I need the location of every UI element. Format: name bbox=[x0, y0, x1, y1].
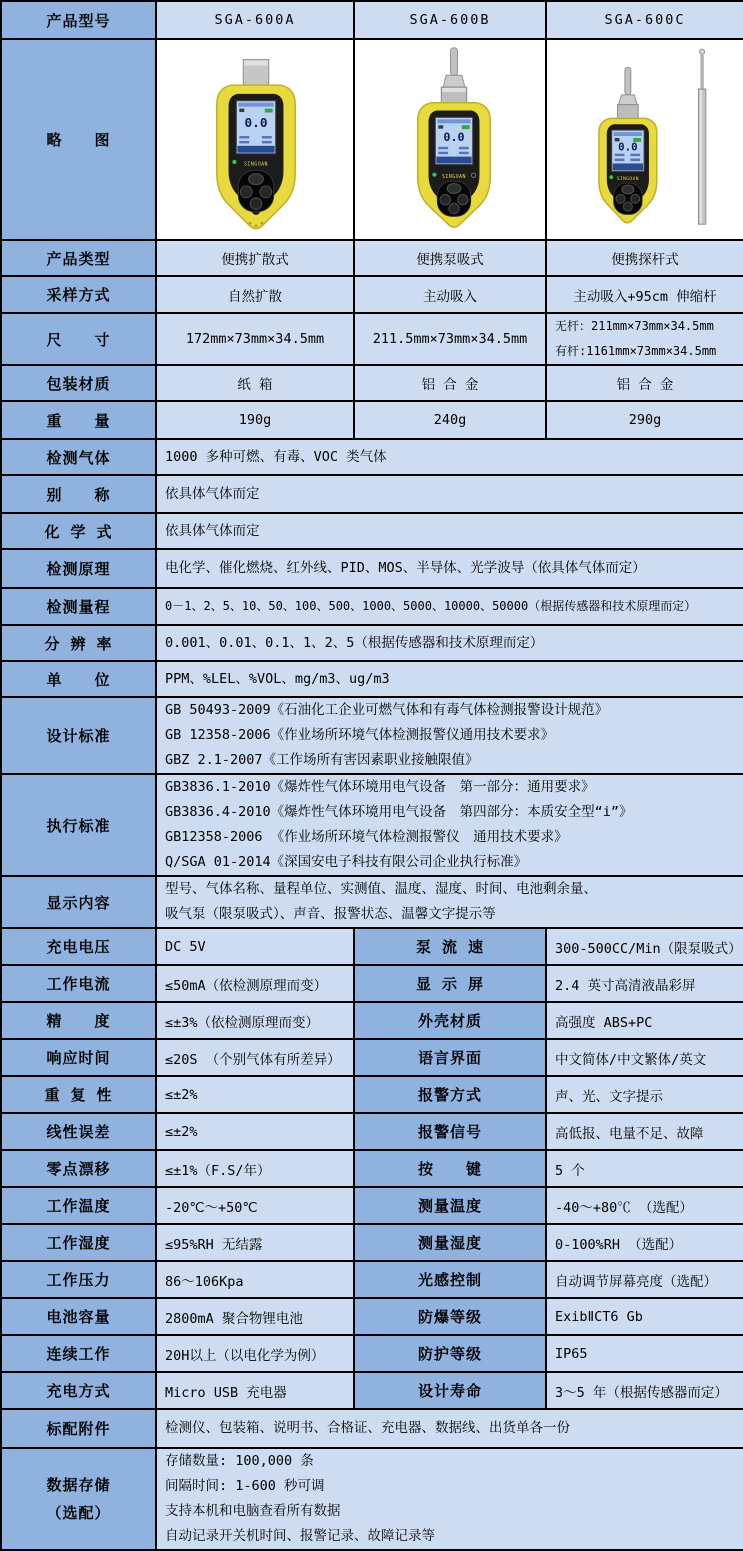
row-value: 172mm×73mm×34.5mm bbox=[156, 313, 354, 365]
text-line: 0.001、0.01、0.1、1、2、5（根据传感器和技术原理而定） bbox=[165, 634, 544, 651]
row-label: 工作压力 bbox=[1, 1261, 156, 1298]
text-line: 吸气泵（限泵吸式）、声音、报警状态、温馨文字提示等 bbox=[165, 906, 496, 922]
spec-row-data-storage bbox=[1, 1448, 743, 1550]
row-value: ≤20S （个别气体有所差异） bbox=[156, 1039, 354, 1076]
row-value: DC 5V bbox=[156, 928, 354, 965]
row-value: 主动吸入 bbox=[354, 276, 546, 313]
row-label: 泵 流 速 bbox=[354, 928, 546, 965]
device-screen-reading: 0.0 bbox=[618, 140, 638, 154]
spec-row-packaging bbox=[1, 365, 743, 401]
spec-row-detect-gases bbox=[1, 439, 743, 475]
spec-row-sketch bbox=[1, 39, 743, 240]
text-line: GBZ 2.1-2007《工作场所有害因素职业接触限值》 bbox=[165, 752, 479, 768]
device-brand-text: SINGOAN bbox=[616, 177, 639, 183]
row-value bbox=[156, 588, 743, 625]
row-label: 别 称 bbox=[1, 475, 156, 513]
spec-row-work-pressure-light-control bbox=[1, 1261, 743, 1298]
row-value: ≤95%RH 无结露 bbox=[156, 1224, 354, 1261]
row-label: 按 键 bbox=[354, 1150, 546, 1187]
gas-detector-illustration bbox=[157, 40, 354, 235]
row-label: 工作温度 bbox=[1, 1187, 156, 1224]
row-label: 工作电流 bbox=[1, 965, 156, 1002]
row-label: 标配附件 bbox=[1, 1409, 156, 1448]
row-value: 自然扩散 bbox=[156, 276, 354, 313]
row-label: 电池容量 bbox=[1, 1298, 156, 1335]
row-label: 充电电压 bbox=[1, 928, 156, 965]
text-line: 依具体气体而定 bbox=[165, 522, 260, 539]
spec-row-chemical-formula bbox=[1, 513, 743, 549]
row-value: 2800mA 聚合物锂电池 bbox=[156, 1298, 354, 1335]
row-value: 190g bbox=[156, 401, 354, 439]
row-label: 产品型号 bbox=[1, 1, 156, 39]
row-label: 光感控制 bbox=[354, 1261, 546, 1298]
spec-row-detect-range bbox=[1, 588, 743, 625]
row-label: 语言界面 bbox=[354, 1039, 546, 1076]
gas-detector-probe-rod-sketch bbox=[546, 39, 743, 240]
spec-row-resolution bbox=[1, 625, 743, 661]
row-value: 便携扩散式 bbox=[156, 240, 354, 276]
text-line: 0－1、2、5、10、50、100、500、1000、5000、10000、50000（根据传感器和技术原理而定） bbox=[165, 599, 697, 613]
spec-row-product-type bbox=[1, 240, 743, 276]
spec-row-charging-method-design-life bbox=[1, 1372, 743, 1409]
row-value bbox=[156, 876, 743, 928]
spec-row-dimensions bbox=[1, 313, 743, 365]
row-value bbox=[156, 513, 743, 549]
row-label: 报警信号 bbox=[354, 1113, 546, 1150]
row-label: 充电方式 bbox=[1, 1372, 156, 1409]
row-label: 产品类型 bbox=[1, 240, 156, 276]
spec-row-charge-voltage-pump-flow bbox=[1, 928, 743, 965]
spec-row-detect-principle bbox=[1, 549, 743, 588]
device-screen-reading: 0.0 bbox=[443, 129, 465, 144]
row-value: ≤±3%（依检测原理而变） bbox=[156, 1002, 354, 1039]
row-label: 采样方式 bbox=[1, 276, 156, 313]
spec-row-response-time-language bbox=[1, 1039, 743, 1076]
row-label: 外壳材质 bbox=[354, 1002, 546, 1039]
row-value: 主动吸入+95cm 伸缩杆 bbox=[546, 276, 743, 313]
text-line: 依具体气体而定 bbox=[165, 485, 260, 502]
device-screen-reading: 0.0 bbox=[244, 116, 268, 132]
row-value bbox=[156, 697, 743, 774]
text-line: 无杆：211mm×73mm×34.5mm bbox=[555, 319, 714, 333]
text-line: 电化学、催化燃烧、红外线、PID、MOS、半导体、光学波导（依具体气体而定） bbox=[165, 560, 646, 576]
spec-row-continuous-work-protection bbox=[1, 1335, 743, 1372]
spec-row-battery-explosion-proof bbox=[1, 1298, 743, 1335]
row-value: 声、光、文字提示 bbox=[546, 1076, 743, 1113]
row-value: 5 个 bbox=[546, 1150, 743, 1187]
spec-row-accessories bbox=[1, 1409, 743, 1448]
spec-row-alias bbox=[1, 475, 743, 513]
row-value: ≤50mA（依检测原理而变） bbox=[156, 965, 354, 1002]
row-value bbox=[156, 475, 743, 513]
row-value: 中文简体/中文繁体/英文 bbox=[546, 1039, 743, 1076]
spec-row-repeatability-alarm-mode bbox=[1, 1076, 743, 1113]
row-value: 高强度 ABS+PC bbox=[546, 1002, 743, 1039]
spec-row-display-content bbox=[1, 876, 743, 928]
spec-row-weight bbox=[1, 401, 743, 439]
row-label: 单 位 bbox=[1, 661, 156, 697]
row-label: 线性误差 bbox=[1, 1113, 156, 1150]
row-value: 300-500CC/Min（限泵吸式） bbox=[546, 928, 743, 965]
row-value: 自动调节屏幕亮度（选配） bbox=[546, 1261, 743, 1298]
row-value: 便携泵吸式 bbox=[354, 240, 546, 276]
model-name: SGA-600B bbox=[354, 1, 546, 39]
spec-row-execution-standard bbox=[1, 774, 743, 876]
row-value bbox=[156, 1448, 743, 1550]
device-brand-text: SINGOAN bbox=[442, 174, 466, 181]
text-line: GB3836.1-2010《爆炸性气体环境用电气设备 第一部分：通用要求》 bbox=[165, 779, 595, 795]
spec-row-unit bbox=[1, 661, 743, 697]
row-label: 测量湿度 bbox=[354, 1224, 546, 1261]
gas-detector-illustration bbox=[547, 40, 743, 235]
spec-row-zero-drift-keys bbox=[1, 1150, 743, 1187]
row-value: 铝 合 金 bbox=[354, 365, 546, 401]
row-value bbox=[156, 625, 743, 661]
row-label: 防爆等级 bbox=[354, 1298, 546, 1335]
row-value: -40～+80℃ （选配） bbox=[546, 1187, 743, 1224]
text-line: 自动记录开关机时间、报警记录、故障记录等 bbox=[165, 1528, 435, 1544]
spec-row-linearity-alarm-signal bbox=[1, 1113, 743, 1150]
row-value: 20H以上（以电化学为例） bbox=[156, 1335, 354, 1372]
row-value bbox=[156, 1409, 743, 1448]
text-line: 数据存储 bbox=[46, 1476, 111, 1494]
spec-row-model bbox=[1, 1, 743, 39]
row-value: 高低报、电量不足、故障 bbox=[546, 1113, 743, 1150]
row-value: 纸 箱 bbox=[156, 365, 354, 401]
row-label: 工作湿度 bbox=[1, 1224, 156, 1261]
row-label: 尺 寸 bbox=[1, 313, 156, 365]
row-label: 设计寿命 bbox=[354, 1372, 546, 1409]
row-value: 86～106Kpa bbox=[156, 1261, 354, 1298]
text-line: 有杆:1161mm×73mm×34.5mm bbox=[555, 344, 717, 358]
row-label: 略 图 bbox=[1, 39, 156, 240]
device-brand-text: SINGOAN bbox=[244, 161, 268, 168]
text-line: 检测仪、包装箱、说明书、合格证、充电器、数据线、出货单各一份 bbox=[165, 1420, 570, 1436]
row-label: 响应时间 bbox=[1, 1039, 156, 1076]
row-value bbox=[156, 439, 743, 475]
row-label: 连续工作 bbox=[1, 1335, 156, 1372]
text-line: 间隔时间: 1-600 秒可调 bbox=[165, 1478, 325, 1494]
row-label: 分 辨 率 bbox=[1, 625, 156, 661]
spec-row-work-current-display-screen bbox=[1, 965, 743, 1002]
row-label: 零点漂移 bbox=[1, 1150, 156, 1187]
text-line: 型号、气体名称、量程单位、实测值、温度、湿度、时间、电池剩余量、 bbox=[165, 881, 597, 897]
row-label: 检测气体 bbox=[1, 439, 156, 475]
gas-detector-illustration bbox=[355, 40, 546, 235]
row-value: Micro USB 充电器 bbox=[156, 1372, 354, 1409]
row-label bbox=[1, 1448, 156, 1550]
row-label: 包装材质 bbox=[1, 365, 156, 401]
row-value: 便携探杆式 bbox=[546, 240, 743, 276]
row-label: 检测原理 bbox=[1, 549, 156, 588]
row-label: 报警方式 bbox=[354, 1076, 546, 1113]
row-value: -20℃～+50℃ bbox=[156, 1187, 354, 1224]
row-value: 0-100%RH （选配） bbox=[546, 1224, 743, 1261]
spec-row-work-humidity-measure-humidity bbox=[1, 1224, 743, 1261]
row-value: ≤±2% bbox=[156, 1076, 354, 1113]
row-label: 执行标准 bbox=[1, 774, 156, 876]
row-value: 290g bbox=[546, 401, 743, 439]
row-label: 设计标准 bbox=[1, 697, 156, 774]
row-value: 铝 合 金 bbox=[546, 365, 743, 401]
row-value: ExibⅡCT6 Gb bbox=[546, 1298, 743, 1335]
text-line: PPM、%LEL、%VOL、mg/m3、ug/m3 bbox=[165, 670, 390, 687]
row-value: 2.4 英寸高清液晶彩屏 bbox=[546, 965, 743, 1002]
row-label: 防护等级 bbox=[354, 1335, 546, 1372]
row-label: 显 示 屏 bbox=[354, 965, 546, 1002]
row-value: IP65 bbox=[546, 1335, 743, 1372]
text-line: GB 50493-2009《石油化工企业可燃气体和有毒气体检测报警设计规范》 bbox=[165, 702, 609, 718]
spec-row-accuracy-shell-material bbox=[1, 1002, 743, 1039]
row-value: ≤±1%（F.S/年） bbox=[156, 1150, 354, 1187]
row-label: 重 复 性 bbox=[1, 1076, 156, 1113]
row-label: 显示内容 bbox=[1, 876, 156, 928]
model-name: SGA-600A bbox=[156, 1, 354, 39]
text-line: 支持本机和电脑查看所有数据 bbox=[165, 1503, 341, 1519]
row-value: 211.5mm×73mm×34.5mm bbox=[354, 313, 546, 365]
text-line: GB3836.4-2010《爆炸性气体环境用电气设备 第四部分：本质安全型“i”》 bbox=[165, 804, 633, 820]
text-line: （选配） bbox=[46, 1504, 111, 1522]
row-value: ≤±2% bbox=[156, 1113, 354, 1150]
row-value bbox=[156, 549, 743, 588]
text-line: 存储数量: 100,000 条 bbox=[165, 1453, 314, 1469]
spec-row-design-standard bbox=[1, 697, 743, 774]
row-label: 精 度 bbox=[1, 1002, 156, 1039]
gas-detector-pump-sketch bbox=[354, 39, 546, 240]
row-value bbox=[546, 313, 743, 365]
row-value: 3～5 年（根据传感器而定） bbox=[546, 1372, 743, 1409]
row-label: 化 学 式 bbox=[1, 513, 156, 549]
text-line: GB 12358-2006《作业场所环境气体检测报警仪通用技术要求》 bbox=[165, 727, 555, 743]
row-label: 重 量 bbox=[1, 401, 156, 439]
gas-detector-diffusion-sketch bbox=[156, 39, 354, 240]
text-line: Q/SGA 01-2014《深国安电子科技有限公司企业执行标准》 bbox=[165, 854, 528, 870]
row-label: 检测量程 bbox=[1, 588, 156, 625]
spec-row-sampling-method bbox=[1, 276, 743, 313]
text-line: 1000 多种可燃、有毒、VOC 类气体 bbox=[165, 448, 387, 465]
row-value: 240g bbox=[354, 401, 546, 439]
spec-row-work-temp-measure-temp bbox=[1, 1187, 743, 1224]
row-value bbox=[156, 661, 743, 697]
row-label: 测量温度 bbox=[354, 1187, 546, 1224]
text-line: GB12358-2006 《作业场所环境气体检测报警仪 通用技术要求》 bbox=[165, 829, 568, 845]
model-name: SGA-600C bbox=[546, 1, 743, 39]
row-value bbox=[156, 774, 743, 876]
